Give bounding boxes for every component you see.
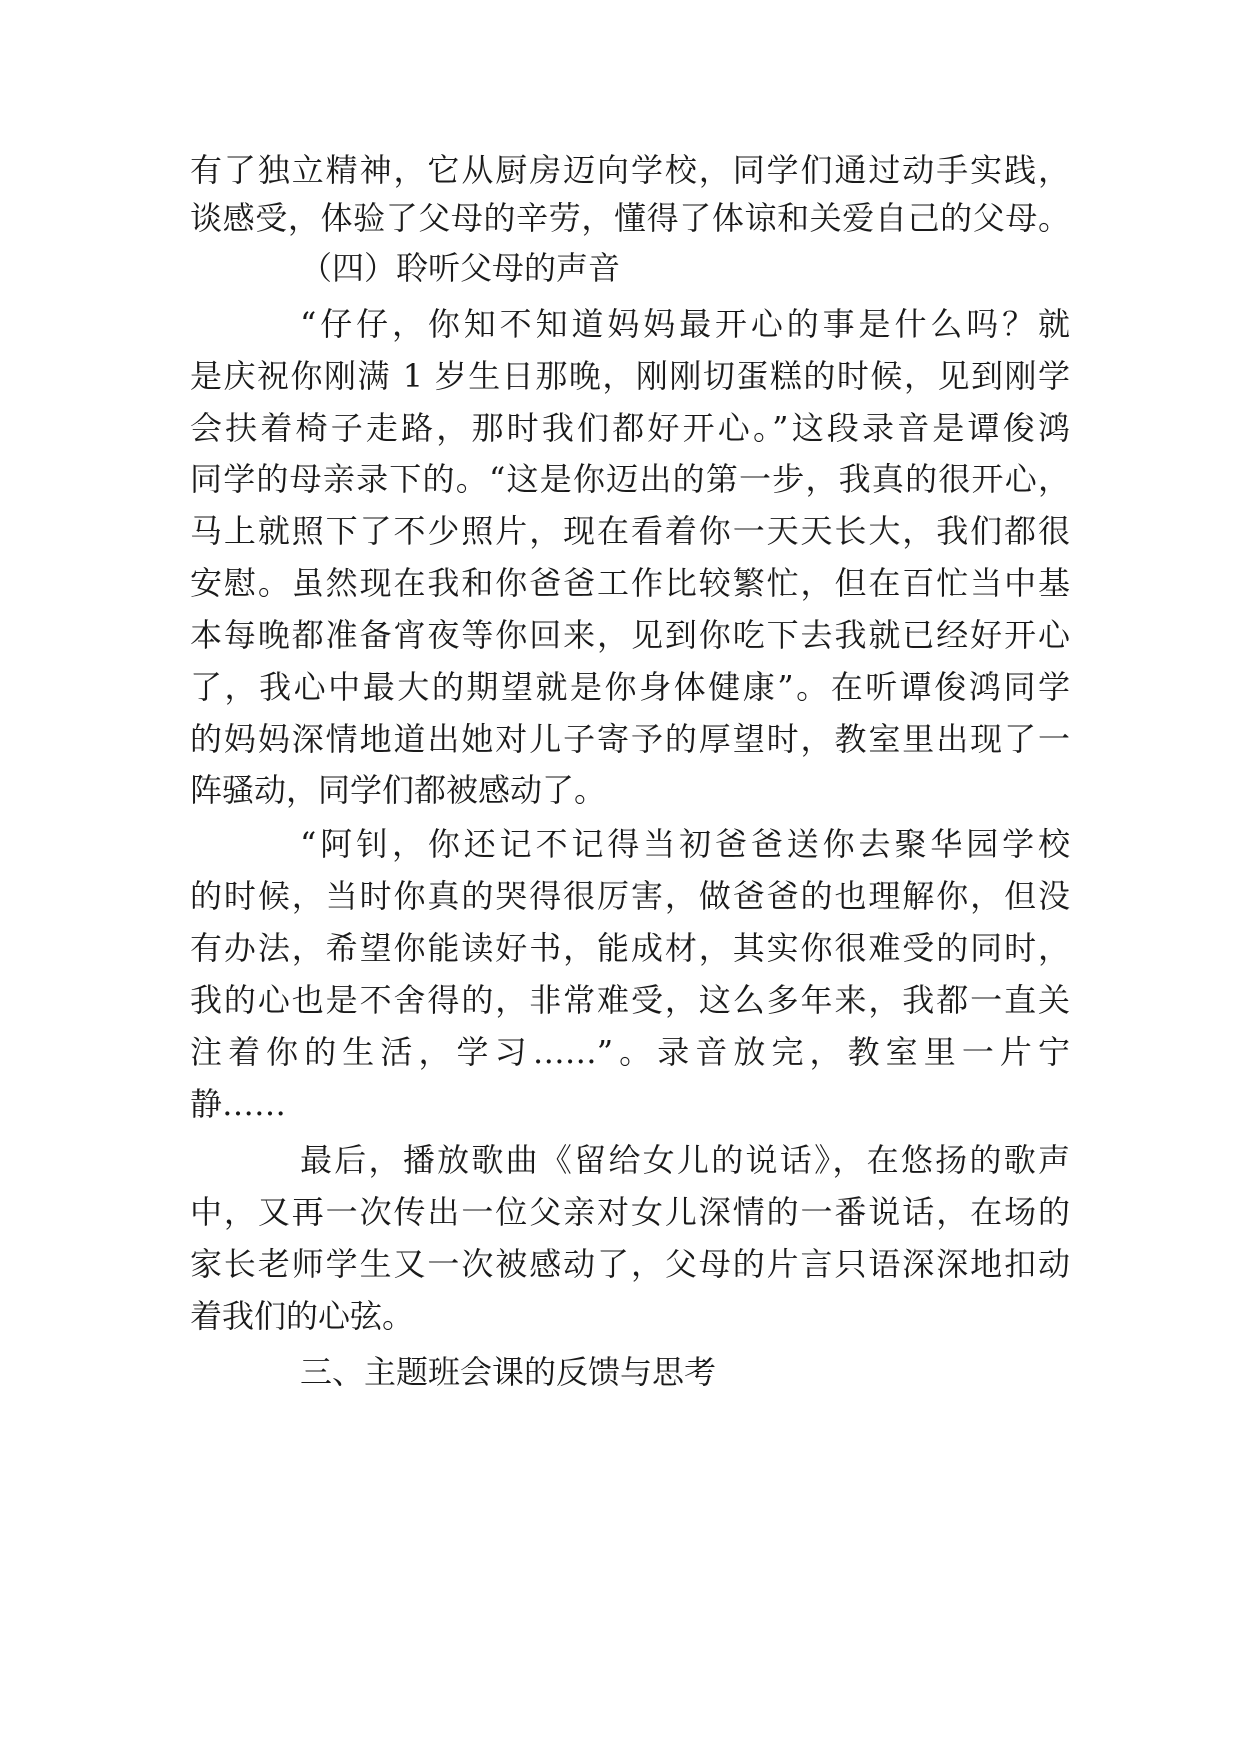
paragraph-line: 着我们的心弦。 [190, 1297, 415, 1335]
paragraph-line: 我的心也是不舍得的，非常难受，这么多年来，我都一直关 [190, 981, 1070, 1019]
paragraph-line: 是庆祝你刚满 1 岁生日那晚，刚刚切蛋糕的时候，见到刚学 [190, 357, 1070, 395]
paragraph-line: 安慰。虽然现在我和你爸爸工作比较繁忙，但在百忙当中基 [190, 564, 1070, 602]
paragraph-line: 中，又再一次传出一位父亲对女儿深情的一番说话，在场的 [190, 1193, 1070, 1231]
paragraph-line: 最后，播放歌曲《留给女儿的说话》，在悠扬的歌声 [300, 1141, 1070, 1179]
paragraph-line: 静…… [190, 1085, 287, 1123]
paragraph-line: 有办法，希望你能读好书，能成材，其实你很难受的同时， [190, 929, 1070, 967]
paragraph-line: 的妈妈深情地道出她对儿子寄予的厚望时，教室里出现了一 [190, 720, 1070, 758]
paragraph-line: 有了独立精神，它从厨房迈向学校，同学们通过动手实践， [190, 151, 1070, 189]
paragraph-line: “阿钊，你还记不记得当初爸爸送你去聚华园学校 [300, 825, 1070, 863]
section-heading: 三、主题班会课的反馈与思考 [300, 1353, 717, 1391]
paragraph-line: 会扶着椅子走路，那时我们都好开心。”这段录音是谭俊鸿 [190, 409, 1070, 447]
paragraph-line: 注着你的生活，学习……”。录音放完，教室里一片宁 [190, 1033, 1070, 1071]
paragraph-line: 马上就照下了不少照片，现在看着你一天天长大，我们都很 [190, 512, 1070, 550]
paragraph-line: 谈感受，体验了父母的辛劳，懂得了体谅和关爱自己的父母。 [190, 199, 1070, 237]
paragraph-line: 了，我心中最大的期望就是你身体健康”。在听谭俊鸿同学 [190, 668, 1070, 706]
paragraph-line: “仔仔，你知不知道妈妈最开心的事是什么吗？就 [300, 305, 1070, 343]
paragraph-line: 同学的母亲录下的。“这是你迈出的第一步，我真的很开心， [190, 460, 1070, 498]
paragraph-line: 本每晚都准备宵夜等你回来，见到你吃下去我就已经好开心 [190, 616, 1070, 654]
paragraph-line: 阵骚动，同学们都被感动了。 [190, 771, 607, 809]
section-subheading: （四）聆听父母的声音 [300, 249, 621, 287]
paragraph-line: 的时候，当时你真的哭得很厉害，做爸爸的也理解你，但没 [190, 877, 1070, 915]
paragraph-line: 家长老师学生又一次被感动了，父母的片言只语深深地扣动 [190, 1245, 1070, 1283]
